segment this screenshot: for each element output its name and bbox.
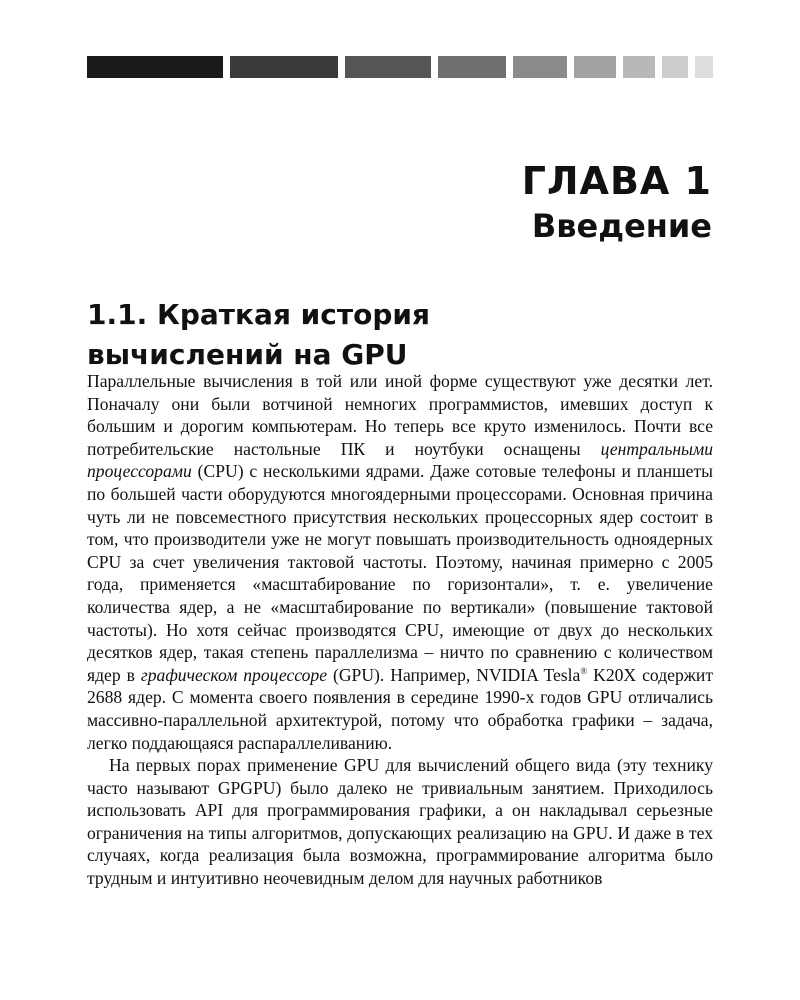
header-bar-segment <box>574 56 616 78</box>
paragraph-2: На первых порах применение GPU для вычислений общего вида (эту технику часто называют GPGPU) было далеко не тривиальным занятием. Приходилось использовать API для программирования графики, а он накладывал серьезные ограничения на типы алгоритмов, допускающих реализацию на GPU. И даже в тех случаях, когда реализация была возможна, программирование алгоритма было трудным и интуитивно неочевидным делом для научных работников <box>87 755 713 889</box>
body-text <box>87 370 713 890</box>
header-bar-segment <box>623 56 655 78</box>
text-run: K20X содержит 2688 ядер. С момента своего появления в середине 1990-х годов GPU отличались массивно-параллельной архитектурой, потому что обработка графики – задача, легко поддающаяся распараллеливанию. <box>87 664 714 753</box>
header-bar-segment <box>345 56 431 78</box>
paragraph-1 <box>87 370 713 754</box>
section-heading-line-1: 1.1. Краткая история <box>87 298 430 331</box>
chapter-title: Введение <box>531 207 712 245</box>
italic-term: центральными процессорами <box>87 438 713 482</box>
header-bar-segment <box>513 56 567 78</box>
header-bar-segment <box>438 56 506 78</box>
text-run: (CPU) с несколькими ядрами. Даже сотовые телефоны и планшеты по большей части оборудуются многоядерными процессорами. Основная причина чуть ли не повсеместного присутствия нескольких процессорных ядер состоит в том, что производители уже не могут повышать производительность одноядерных CPU за счет увеличения тактовой частоты. Поэтому, начиная примерно с 2005 года, применяется «масштабирование по горизонтали», т. е. увеличение количества ядер, а не «масштабирование по вертикали» (повышение тактовой частоты). Но хотя сейчас производятся CPU, имеющие от двух до нескольких десятков ядер, такая степень параллелизма – ничто по сравнению с количеством ядер в <box>87 461 713 685</box>
chapter-heading <box>522 158 712 248</box>
section-heading-line-2: вычислений на GPU <box>87 338 408 371</box>
header-bar-segment <box>230 56 338 78</box>
text-run: (GPU). Например, NVIDIA Tesla <box>327 664 581 685</box>
italic-term: графическом процессоре <box>140 664 328 685</box>
text-run: Параллельные вычисления в той или иной форме существуют уже десятки лет. Поначалу они были вотчиной немногих программистов, имевших доступ к большим и дорогим компьютерам. Но теперь все круто изменилось. Почти все потребительские настольные ПК и ноутбуки оснащены <box>87 371 713 459</box>
section-heading <box>87 295 687 375</box>
header-bar-segment <box>695 56 713 78</box>
header-bar-strip <box>87 56 713 78</box>
registered-mark: ® <box>580 665 588 676</box>
header-bar-segment <box>87 56 223 78</box>
header-bar-segment <box>662 56 688 78</box>
chapter-label: ГЛАВА 1 <box>521 159 712 203</box>
